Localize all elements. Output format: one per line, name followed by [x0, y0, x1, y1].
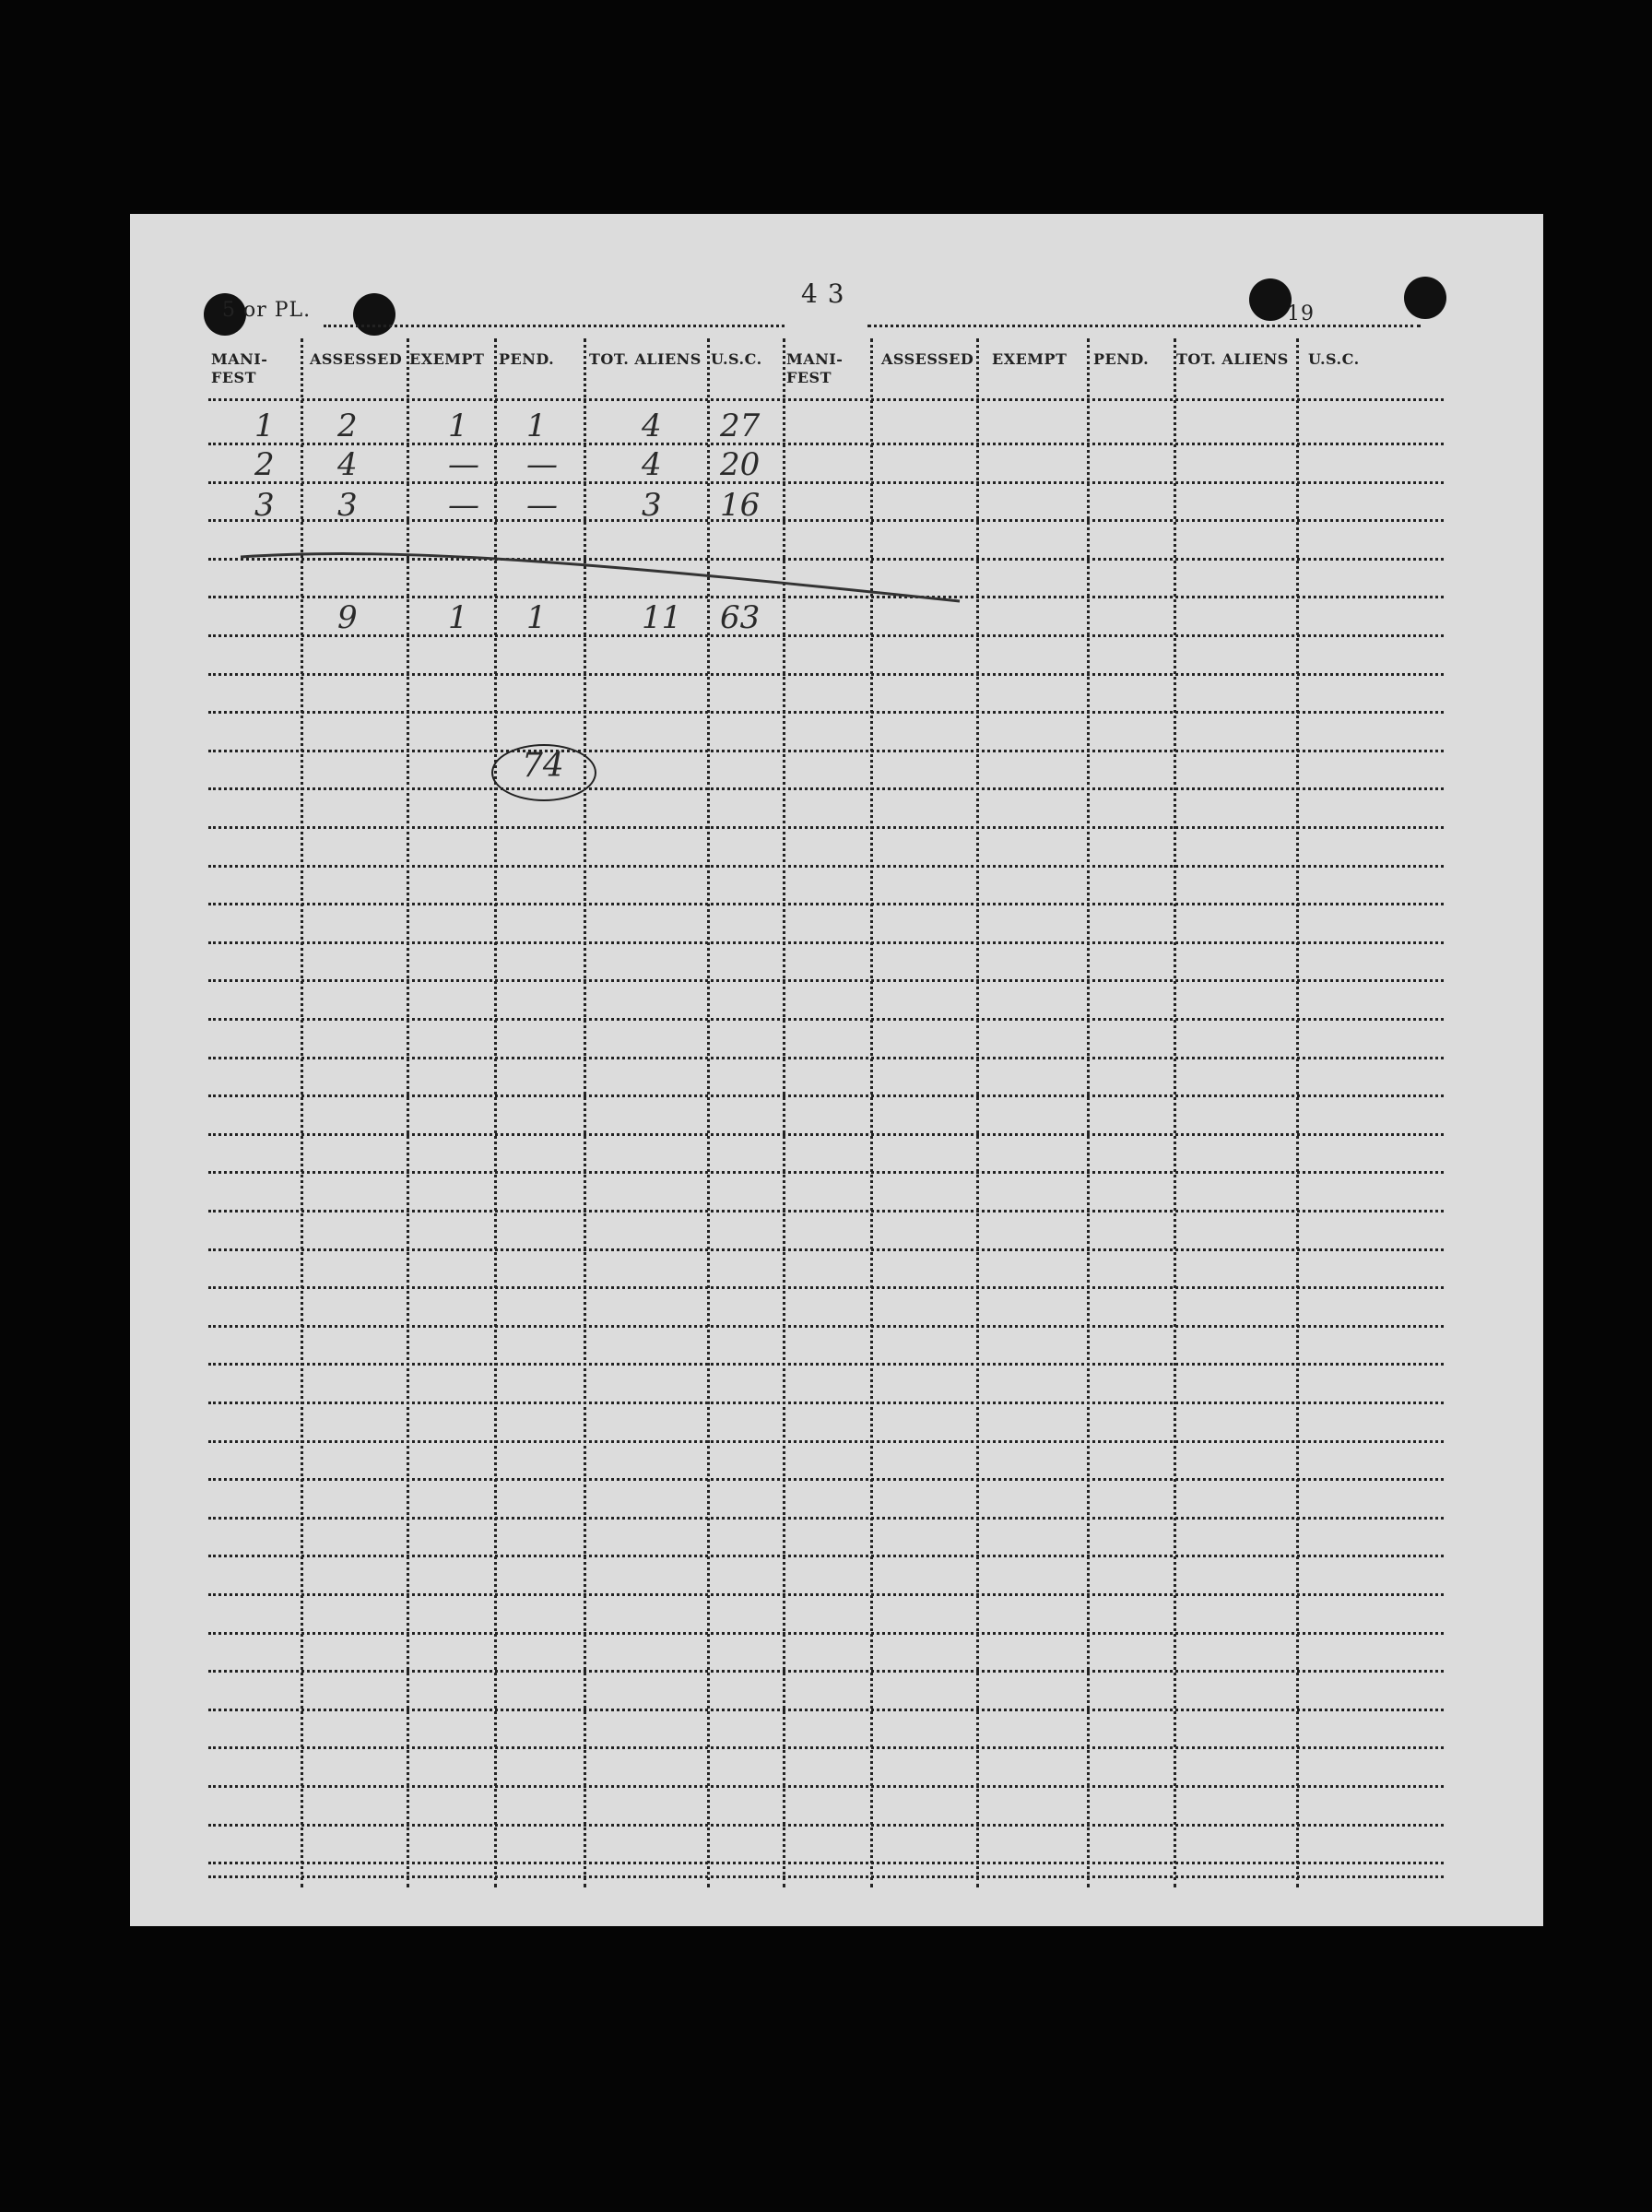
total-cell: 1: [526, 599, 547, 636]
column-header: MANI- FEST: [786, 350, 844, 386]
form-prefix: 5 or PL.: [222, 299, 312, 322]
form-sheet: [130, 214, 1543, 1926]
column-header: U.S.C.: [711, 350, 762, 368]
entry-cell: —: [526, 446, 558, 483]
column-header: U.S.C.: [1308, 350, 1360, 368]
year-label: 19: [1287, 302, 1315, 325]
column-header: EXEMPT: [409, 350, 485, 368]
total-cell: 11: [642, 599, 682, 636]
entry-cell: 20: [720, 446, 761, 483]
entry-cell: —: [448, 487, 479, 524]
grand-total: 74: [522, 747, 564, 785]
entry-cell: 16: [720, 487, 761, 524]
entry-cell: 4: [337, 446, 358, 483]
entry-cell: —: [526, 487, 558, 524]
column-header: ASSESSED: [310, 350, 403, 368]
entry-cell: 4: [642, 446, 662, 483]
column-header: PEND.: [1093, 350, 1150, 368]
entry-cell: 4: [642, 408, 662, 444]
total-cell: 1: [448, 599, 468, 636]
column-header: TOT. ALIENS: [589, 350, 702, 368]
entry-cell: 3: [337, 487, 358, 524]
entry-cell: 2: [254, 446, 275, 483]
handwritten-strike-line: [130, 214, 1543, 1926]
column-header: EXEMPT: [992, 350, 1068, 368]
entry-cell: 2: [337, 408, 358, 444]
entry-cell: 1: [448, 408, 468, 444]
column-header: ASSESSED: [881, 350, 974, 368]
column-header: MANI- FEST: [211, 350, 268, 386]
total-cell: 9: [337, 599, 358, 636]
entry-cell: 27: [720, 408, 761, 444]
entry-cell: 3: [254, 487, 275, 524]
center-mark: 4 3: [801, 278, 845, 309]
entry-cell: 1: [254, 408, 275, 444]
entry-cell: 1: [526, 408, 547, 444]
column-header: TOT. ALIENS: [1176, 350, 1289, 368]
entry-cell: —: [448, 446, 479, 483]
entry-cell: 3: [642, 487, 662, 524]
column-header: PEND.: [499, 350, 555, 368]
total-cell: 63: [720, 599, 761, 636]
